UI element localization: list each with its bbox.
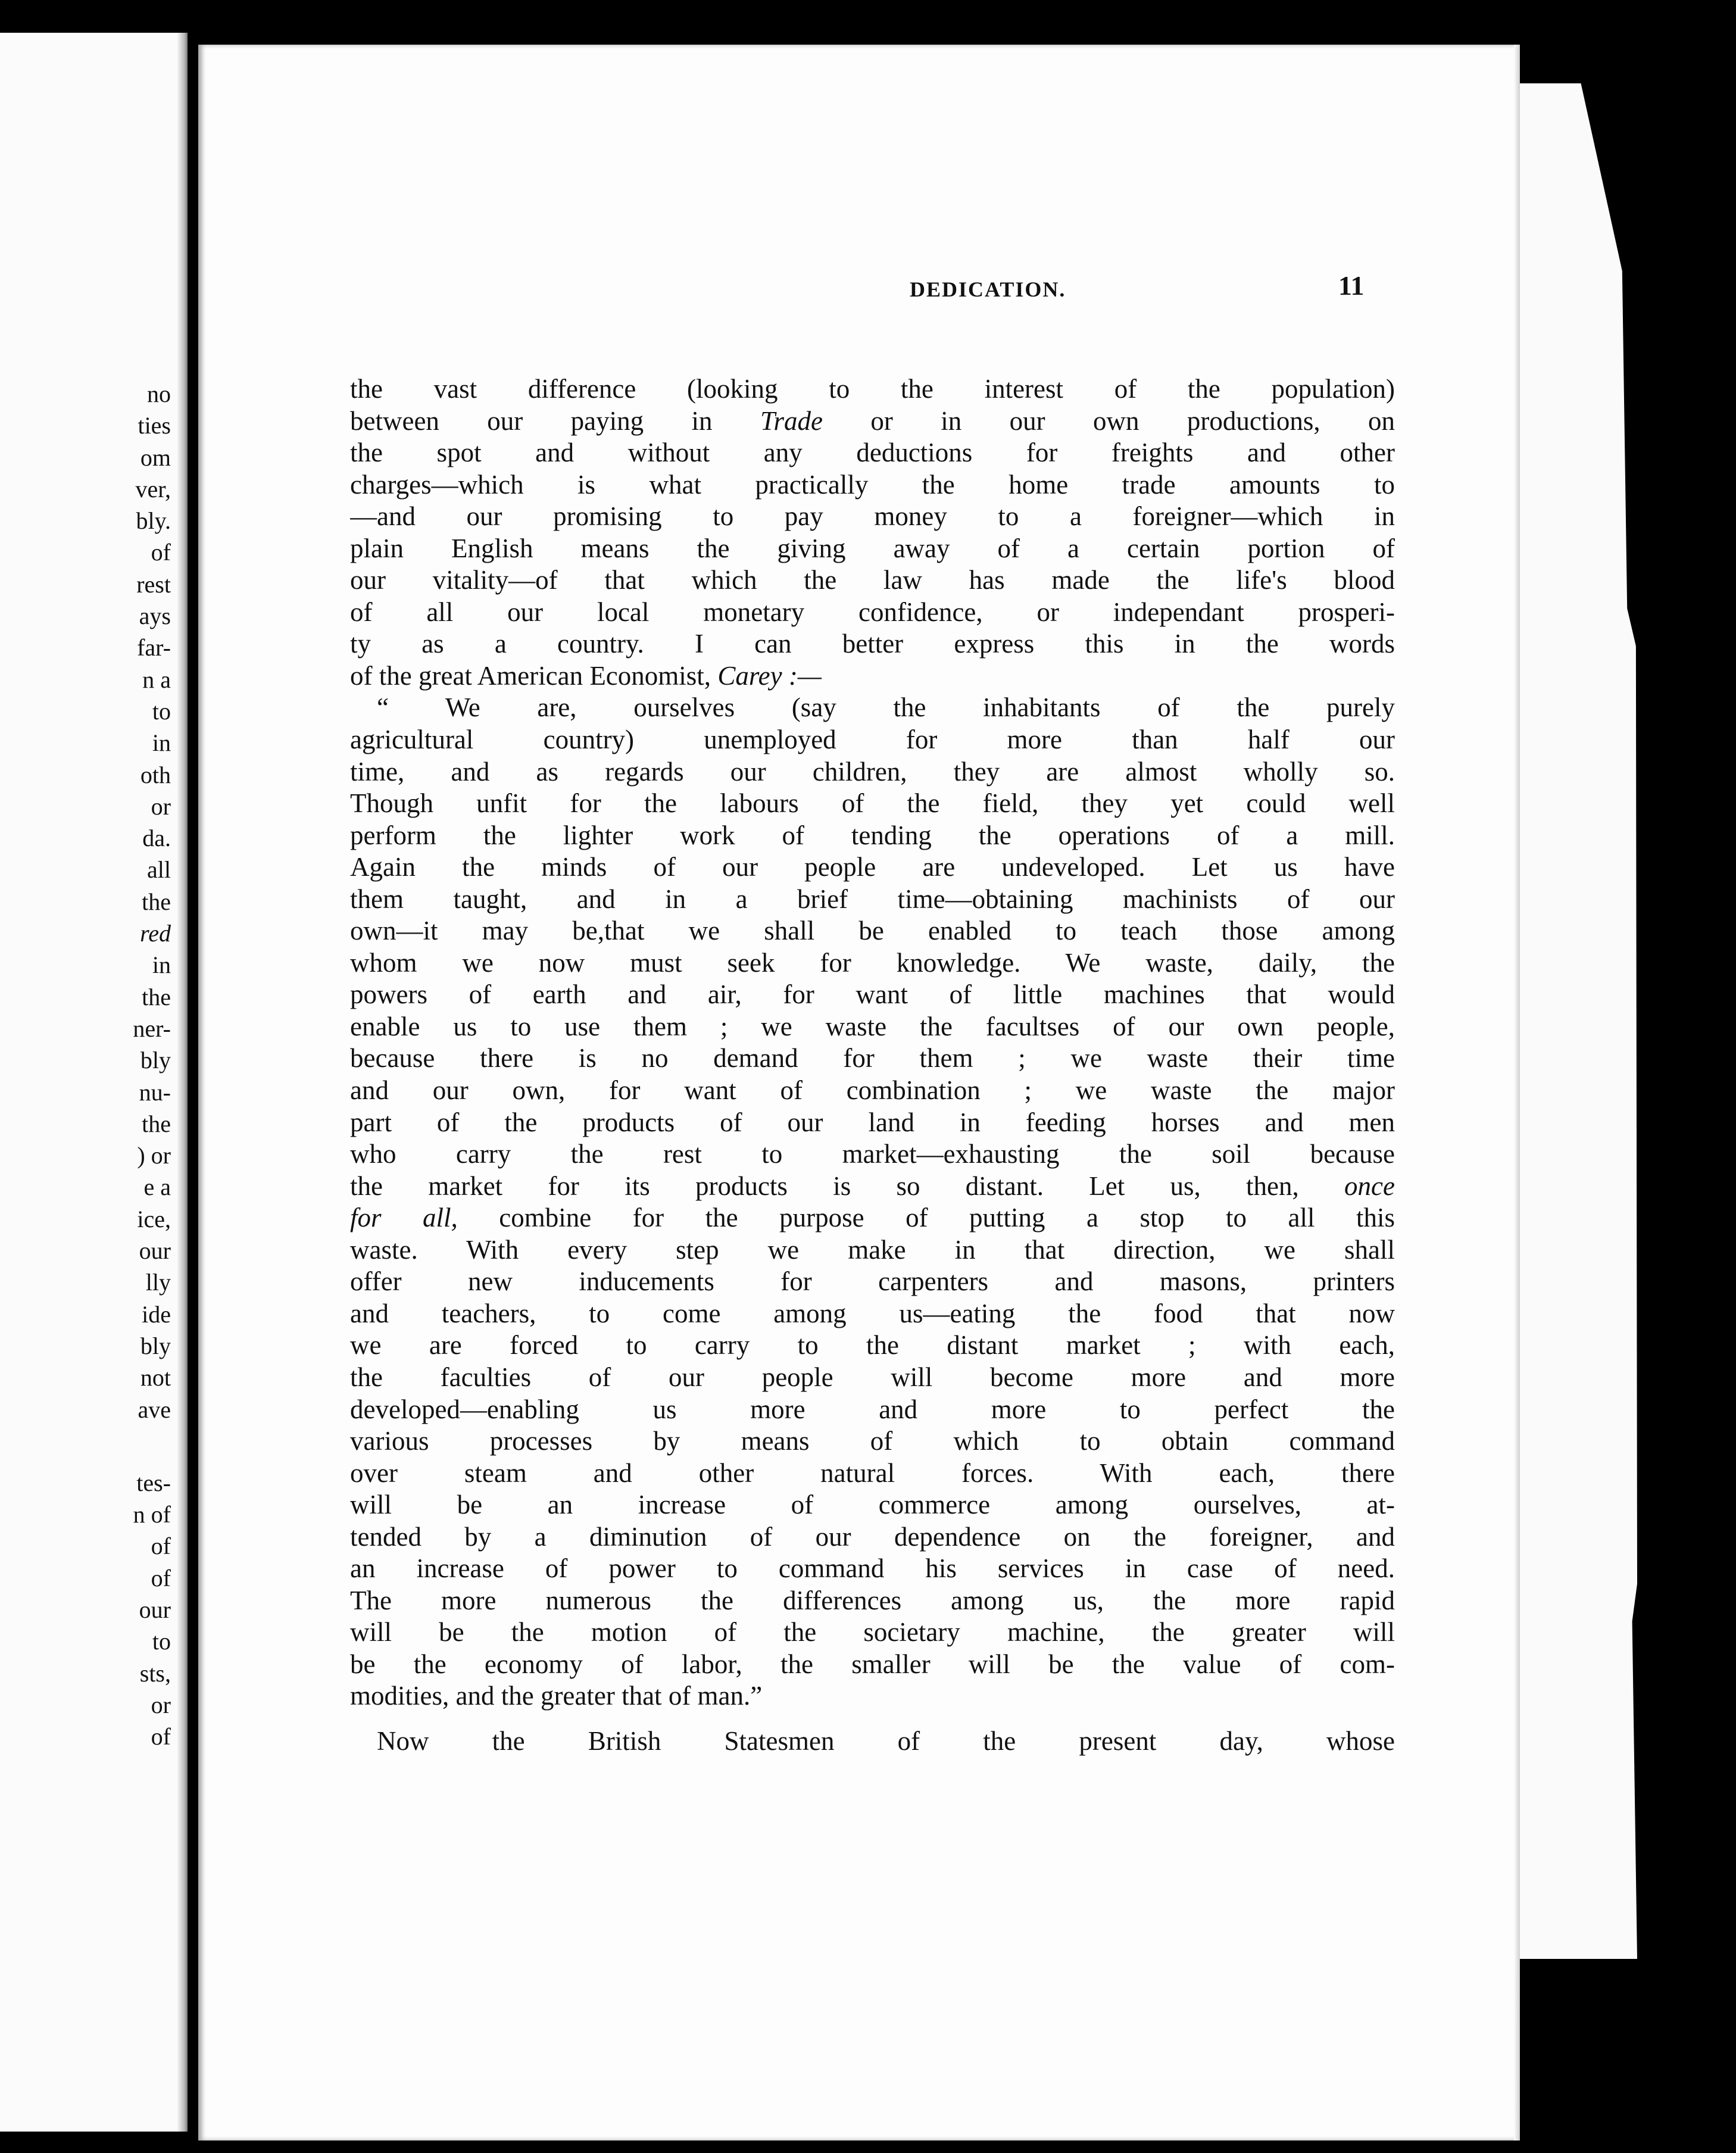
text-segment: waste. With every step we make in that direction, we shall: [350, 1234, 1395, 1265]
left-page-fragment: sts,: [139, 1659, 171, 1687]
left-page-fragment: ice,: [137, 1205, 171, 1232]
text-line: [350, 1171, 1395, 1203]
left-page-fragment: of: [151, 1533, 171, 1560]
left-page-fragment: ver,: [135, 475, 171, 503]
text-segment: because there is no demand for them ; we waste their time: [350, 1043, 1395, 1074]
running-head: DEDICATION.: [910, 277, 1066, 301]
left-page-fragment: the: [142, 1110, 171, 1137]
text-segment: and our own, for want of combination ; we waste the major: [350, 1075, 1395, 1106]
text-segment: perform the lighter work of tending the operations of a mill.: [350, 820, 1395, 850]
text-segment: plain English means the giving away of a certain portion of: [350, 533, 1395, 563]
text-line: [350, 724, 1395, 756]
text-segment: our vitality—of that which the law has made the life's blood: [350, 565, 1395, 595]
text-segment: be the economy of labor, the smaller will be the value of com-: [350, 1649, 1395, 1679]
left-page-fragment: da.: [142, 825, 171, 852]
left-page-fragment: or: [151, 1691, 171, 1718]
text-line: [350, 1458, 1395, 1490]
text-segment: the spot and without any deductions for freights and other: [350, 438, 1395, 468]
text-line: [350, 884, 1395, 916]
left-page-fragment: of: [151, 1564, 171, 1592]
text-segment: part of the products of our land in feeding horses and men: [350, 1107, 1395, 1137]
text-segment: Again the minds of our people are undeveloped. Let us have: [350, 852, 1395, 882]
text-segment: will be the motion of the societary machine, the greater will: [350, 1617, 1395, 1647]
text-segment: own—it may be,that we shall be enabled to teach those among: [350, 916, 1395, 946]
text-segment: over steam and other natural forces. With each, there: [350, 1458, 1395, 1488]
book-page: [198, 45, 1520, 2140]
text-line: [350, 1330, 1395, 1362]
left-page-fragment: ide: [142, 1300, 171, 1328]
left-page-fragment: bly: [140, 1047, 171, 1074]
text-segment: The more numerous the differences among us, the more rapid: [350, 1585, 1395, 1615]
left-page-fragment: n a: [142, 666, 171, 693]
text-segment: them taught, and in a brief time—obtaining machinists of our: [350, 884, 1395, 914]
text-segment: offer new inducements for carpenters and masons, printers: [350, 1266, 1395, 1297]
text-line: [350, 1489, 1395, 1521]
left-page-fragment: to: [152, 1628, 171, 1655]
text-line: [350, 1725, 1395, 1758]
text-segment: of the great American Economist,: [350, 660, 718, 691]
gutter-shadow: [177, 33, 188, 2132]
text-line: [350, 1266, 1395, 1298]
left-page-fragment: our: [139, 1596, 171, 1623]
text-segment: charges—which is what practically the home trade amounts to: [350, 469, 1395, 500]
text-line: [350, 628, 1395, 660]
text-segment: agricultural country) unemployed for more than half our: [350, 725, 1395, 755]
body-text: [350, 373, 1395, 1758]
left-page-fragment: ner-: [133, 1015, 171, 1042]
left-page-fragment: nu-: [139, 1078, 171, 1106]
left-page-fragment: om: [140, 444, 171, 471]
text-line: [350, 373, 1395, 405]
text-segment: or in our own productions, on: [822, 405, 1395, 436]
left-page-fragment: all: [147, 856, 171, 884]
left-page-fragment: ties: [138, 412, 171, 439]
left-page-fragment: ave: [138, 1396, 171, 1423]
text-segment: modities, and the greater that of man.”: [350, 1681, 763, 1711]
left-page-fragment: e a: [143, 1174, 171, 1201]
underlying-sheet: [1512, 83, 1637, 1959]
italic-text: once: [1344, 1171, 1395, 1201]
text-line: [350, 1234, 1395, 1266]
text-line: [350, 692, 1395, 724]
left-page-fragment: ) or: [137, 1142, 171, 1169]
left-page-fragment: oth: [140, 761, 171, 788]
left-facing-page: [0, 33, 188, 2132]
text-segment: combine for the purpose of putting a stop to all this: [457, 1203, 1395, 1233]
text-line: [350, 1075, 1395, 1107]
left-page-fragment: not: [140, 1364, 171, 1391]
text-line: [350, 820, 1395, 852]
left-page-fragment: the: [142, 983, 171, 1010]
left-page-fragment: rest: [136, 570, 171, 598]
page-number: 11: [1338, 270, 1365, 301]
left-page-fragment: in: [152, 951, 171, 979]
left-page-fragment: to: [152, 697, 171, 725]
text-segment: time, and as regards our children, they are almost wholly so.: [350, 756, 1395, 787]
text-line: [350, 564, 1395, 597]
left-page-fragment: lly: [145, 1269, 171, 1296]
text-line: [350, 1617, 1395, 1649]
text-line: [350, 788, 1395, 820]
text-line: [350, 1202, 1395, 1234]
text-line: [350, 1585, 1395, 1617]
text-segment: between our paying in: [350, 405, 760, 436]
text-segment: Now the British Statesmen of the present day, whose: [377, 1725, 1395, 1756]
text-segment: an increase of power to command his services in case of need.: [350, 1553, 1395, 1584]
left-page-fragment: bly.: [136, 507, 171, 535]
text-segment: Though unfit for the labours of the field, they yet could well: [350, 788, 1395, 819]
text-line: [350, 1394, 1395, 1426]
text-line: [350, 1649, 1395, 1681]
text-line: [350, 597, 1395, 629]
text-segment: tended by a diminution of our dependence on the foreigner, and: [350, 1521, 1395, 1552]
text-segment: the faculties of our people will become more and more: [350, 1362, 1395, 1392]
text-line: [350, 1107, 1395, 1139]
text-segment: powers of earth and air, for want of little machines that would: [350, 979, 1395, 1010]
left-page-fragment: the: [142, 888, 171, 915]
text-segment: will be an increase of commerce among ourselves, at-: [350, 1490, 1395, 1520]
left-page-fragment: tes-: [136, 1469, 171, 1496]
italic-text: Carey :—: [717, 660, 822, 691]
text-segment: of all our local monetary confidence, or independant prosperi-: [350, 597, 1395, 627]
text-segment: we are forced to carry to the distant market ; with each,: [350, 1330, 1395, 1361]
text-line: [350, 1362, 1395, 1394]
text-line: [350, 1138, 1395, 1171]
left-page-fragment: far-: [137, 634, 171, 661]
text-line: [350, 501, 1395, 533]
text-segment: the market for its products is so distant. Let us, then,: [350, 1171, 1345, 1201]
left-page-text-fragments: [0, 378, 171, 1752]
text-line: [350, 851, 1395, 884]
text-line: [350, 979, 1395, 1011]
page-edge: [1514, 45, 1520, 2140]
text-line: [350, 915, 1395, 947]
left-page-fragment: of: [151, 1723, 171, 1751]
text-line: [350, 405, 1395, 438]
text-segment: who carry the rest to market—exhausting the soil because: [350, 1139, 1395, 1169]
text-segment: enable us to use them ; we waste the facultses of our own people,: [350, 1011, 1395, 1041]
italic-text: for all,: [350, 1203, 458, 1233]
text-line: [350, 1011, 1395, 1043]
text-segment: the vast difference (looking to the interest of the population): [350, 374, 1395, 404]
text-line: [350, 1298, 1395, 1330]
left-page-fragment: no: [147, 380, 171, 407]
text-segment: whom we now must seek for knowledge. We waste, daily, the: [350, 947, 1395, 978]
text-segment: ty as a country. I can better express this in the words: [350, 629, 1395, 659]
text-line: [350, 947, 1395, 979]
left-page-fragment: of: [151, 539, 171, 566]
text-line: [350, 437, 1395, 469]
left-page-fragment: or: [151, 792, 171, 820]
left-page-fragment: ays: [139, 603, 171, 630]
text-line: [350, 533, 1395, 565]
text-segment: —and our promising to pay money to a foreigner—which in: [350, 501, 1395, 532]
text-line: [350, 1425, 1395, 1458]
left-page-fragment: bly: [140, 1332, 171, 1359]
text-line: [350, 1521, 1395, 1553]
text-segment: developed—enabling us more and more to perfect the: [350, 1394, 1395, 1424]
text-line: [350, 469, 1395, 501]
left-page-fragment: n of: [133, 1501, 171, 1528]
left-page-fragment: red: [140, 920, 171, 947]
text-line: [350, 1680, 1395, 1712]
text-line: [350, 756, 1395, 788]
text-line: [350, 1043, 1395, 1075]
text-segment: and teachers, to come among us—eating the food that now: [350, 1298, 1395, 1328]
text-segment: various processes by means of which to obtain command: [350, 1426, 1395, 1456]
text-segment: “ We are, ourselves (say the inhabitants of the purely: [377, 692, 1395, 723]
text-line: [350, 660, 1395, 692]
left-page-fragment: our: [139, 1237, 171, 1265]
italic-text: Trade: [760, 405, 823, 436]
text-line: [350, 1553, 1395, 1585]
left-page-fragment: in: [152, 729, 171, 757]
